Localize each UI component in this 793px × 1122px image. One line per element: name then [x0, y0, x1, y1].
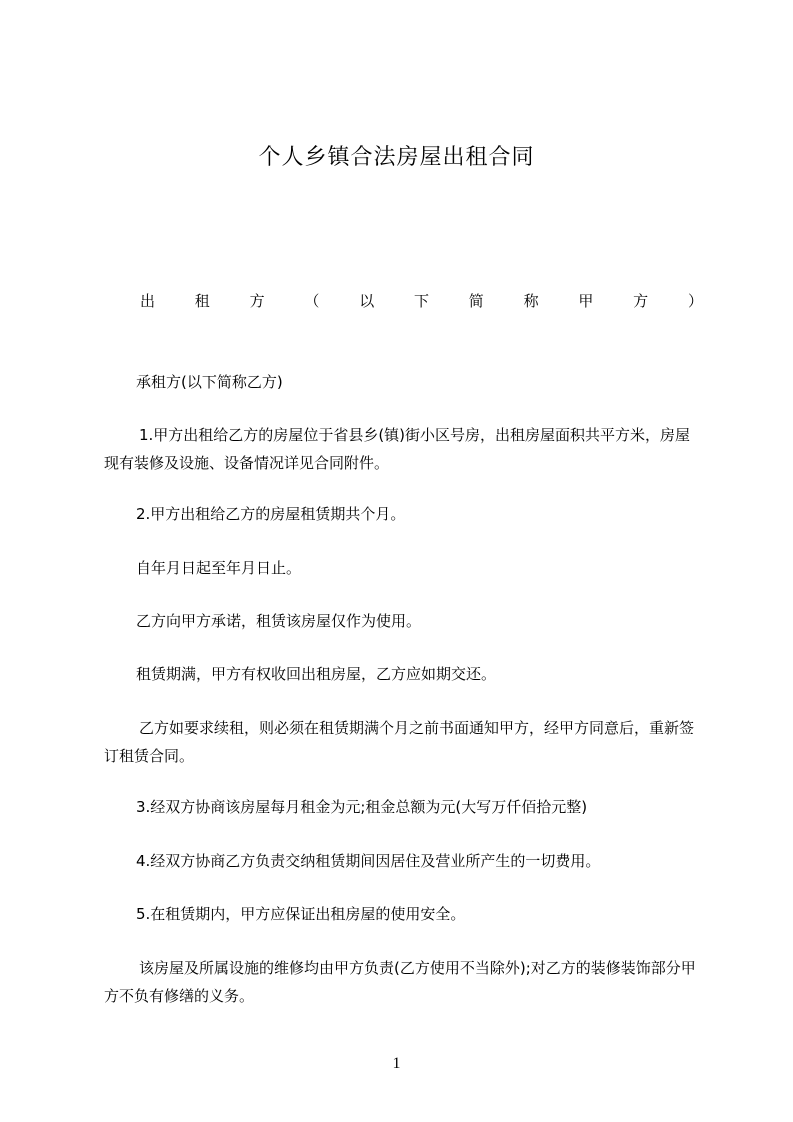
paragraph-clause-5: 5.在租赁期内，甲方应保证出租房屋的使用安全。 [136, 905, 466, 923]
page-number: 1 [392, 1055, 401, 1072]
lessor-char: 出 [140, 292, 156, 310]
paragraph-lessee: 承租方(以下简称乙方) [136, 373, 283, 391]
paragraph-expiry: 租赁期满，甲方有权收回出租房屋，乙方应如期交还。 [136, 665, 497, 683]
document-title: 个人乡镇合法房屋出租合同 [258, 145, 535, 170]
lessor-char: 以 [359, 292, 375, 310]
lessor-char: 称 [523, 292, 539, 310]
lessor-char: （ [304, 292, 320, 310]
paragraph-clause-4: 4.经双方协商乙方负责交纳租赁期间因居住及营业所产生的一切费用。 [136, 852, 601, 870]
paragraph-term-dates: 自年月日起至年月日止。 [136, 559, 302, 577]
lessor-char: 方 [249, 292, 265, 310]
paragraph-clause-2: 2.甲方出租给乙方的房屋租赁期共个月。 [136, 505, 406, 523]
paragraph-clause-3: 3.经双方协商该房屋每月租金为元;租金总额为元(大写万仟佰拾元整) [136, 798, 588, 816]
paragraph-usage-promise: 乙方向甲方承诺，租赁该房屋仅作为使用。 [136, 612, 422, 630]
paragraph-renewal: 乙方如要求续租，则必须在租赁期满个月之前书面通知甲方，经甲方同意后，重新签订租赁合同。 [104, 719, 695, 765]
paragraph-maintenance: 该房屋及所属设施的维修均由甲方负责(乙方使用不当除外);对乙方的装修装饰部分甲方不负有修缮的义务。 [104, 959, 696, 1005]
lessor-line [140, 290, 703, 311]
lessor-char: 租 [194, 292, 210, 310]
paragraph-clause-1: 1.甲方出租给乙方的房屋位于省县乡(镇)街小区号房，出租房屋面积共平方米，房屋现有装修及设施、设备情况详见合同附件。 [104, 426, 691, 472]
lessor-char: 下 [413, 292, 429, 310]
lessor-char: 方 [633, 292, 649, 310]
lessor-char: 甲 [578, 292, 594, 310]
lessor-char: ） [687, 292, 703, 310]
lessor-char: 简 [468, 292, 484, 310]
